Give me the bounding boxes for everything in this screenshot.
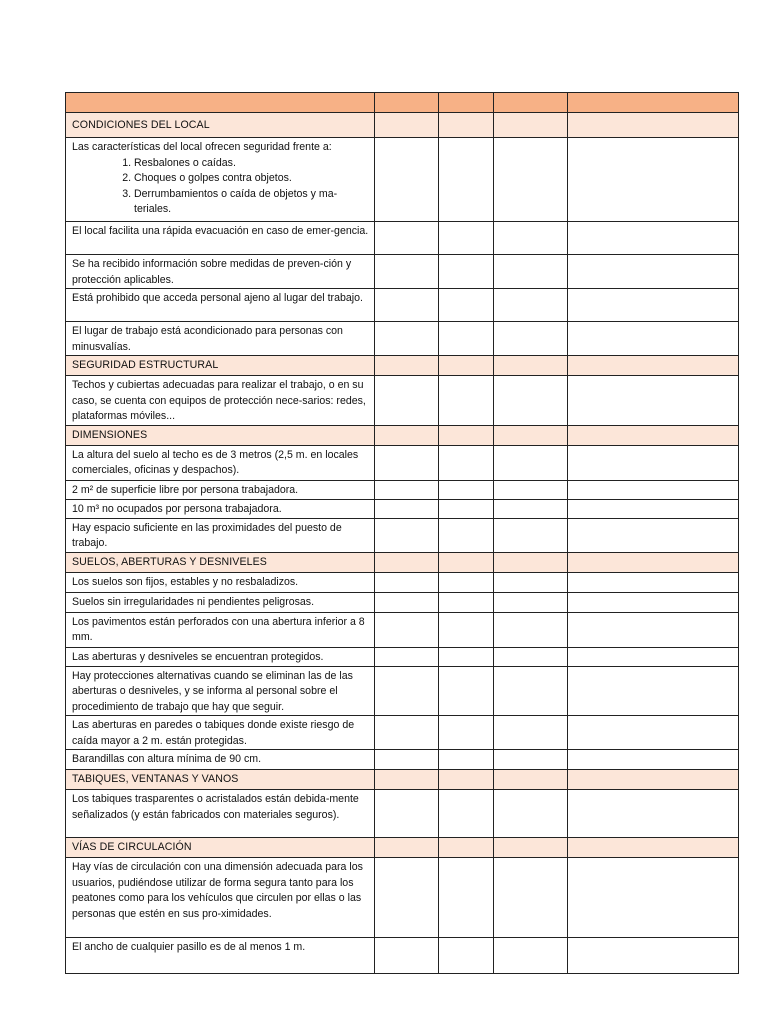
check-cell[interactable] bbox=[375, 572, 439, 592]
section-title-text: VÍAS DE CIRCULACIÓN bbox=[72, 841, 192, 854]
row-label-cell bbox=[66, 255, 375, 289]
section-title bbox=[66, 113, 375, 138]
check-cell[interactable] bbox=[494, 612, 568, 647]
section-title bbox=[66, 552, 375, 572]
section-blank-cell bbox=[439, 425, 494, 445]
section-blank-cell bbox=[439, 838, 494, 858]
row-label: Barandillas con altura mínima de 90 cm. bbox=[72, 753, 262, 765]
check-cell[interactable] bbox=[439, 138, 494, 222]
check-cell[interactable] bbox=[494, 790, 568, 838]
row-label: 2 m² de superficie libre por persona trabajadora. bbox=[72, 483, 299, 496]
check-cell[interactable] bbox=[494, 572, 568, 592]
check-cell[interactable] bbox=[375, 716, 439, 750]
check-cell[interactable] bbox=[568, 666, 739, 716]
section-blank-cell bbox=[494, 838, 568, 858]
row-label: Los pavimentos están perforados con una abertura inferior a 8 mm. bbox=[72, 615, 365, 643]
check-cell[interactable] bbox=[375, 858, 439, 938]
checklist-body bbox=[66, 93, 739, 974]
check-cell[interactable] bbox=[494, 289, 568, 322]
check-cell[interactable] bbox=[494, 322, 568, 356]
checklist-row bbox=[66, 289, 739, 322]
check-cell[interactable] bbox=[494, 518, 568, 552]
check-cell[interactable] bbox=[568, 858, 739, 938]
row-label: Hay espacio suficiente en las proximidades del puesto de trabajo. bbox=[72, 521, 342, 549]
check-cell[interactable] bbox=[494, 647, 568, 666]
row-label-cell bbox=[66, 222, 375, 255]
checklist-row bbox=[66, 518, 739, 552]
check-cell[interactable] bbox=[568, 499, 739, 518]
checklist-row bbox=[66, 255, 739, 289]
section-blank-cell bbox=[568, 770, 739, 790]
section-blank-cell bbox=[375, 425, 439, 445]
row-label-cell bbox=[66, 750, 375, 770]
row-label-cell bbox=[66, 647, 375, 666]
check-cell[interactable] bbox=[439, 499, 494, 518]
check-cell[interactable] bbox=[375, 666, 439, 716]
row-label-cell bbox=[66, 938, 375, 974]
section-blank-cell bbox=[375, 552, 439, 572]
section-blank-cell bbox=[494, 356, 568, 376]
checklist-row bbox=[66, 790, 739, 838]
check-cell[interactable] bbox=[568, 592, 739, 612]
checklist-table bbox=[65, 92, 739, 974]
check-cell[interactable] bbox=[494, 138, 568, 222]
check-cell[interactable] bbox=[494, 592, 568, 612]
section-title bbox=[66, 838, 375, 858]
hazard-list-item: 2. Choques o golpes contra objetos. bbox=[134, 171, 371, 187]
check-cell[interactable] bbox=[568, 480, 739, 499]
check-cell[interactable] bbox=[494, 376, 568, 426]
row-label-cell bbox=[66, 858, 375, 938]
row-label-cell bbox=[66, 790, 375, 838]
checklist-row bbox=[66, 499, 739, 518]
row-label-cell bbox=[66, 289, 375, 322]
check-cell[interactable] bbox=[439, 612, 494, 647]
row-label-cell bbox=[66, 666, 375, 716]
row-label-cell bbox=[66, 376, 375, 426]
row-label: Los suelos son fijos, estables y no resbaladizos. bbox=[72, 575, 299, 588]
check-cell[interactable] bbox=[494, 480, 568, 499]
checklist-row bbox=[66, 666, 739, 716]
check-cell[interactable] bbox=[439, 716, 494, 750]
check-cell[interactable] bbox=[439, 445, 494, 480]
check-cell[interactable] bbox=[439, 858, 494, 938]
check-cell[interactable] bbox=[568, 518, 739, 552]
check-cell[interactable] bbox=[568, 938, 739, 974]
section-title bbox=[66, 770, 375, 790]
check-cell[interactable] bbox=[568, 255, 739, 289]
checklist-row bbox=[66, 480, 739, 499]
check-cell[interactable] bbox=[494, 499, 568, 518]
check-cell[interactable] bbox=[494, 858, 568, 938]
section-row bbox=[66, 838, 739, 858]
checklist-row bbox=[66, 222, 739, 255]
check-cell[interactable] bbox=[568, 612, 739, 647]
section-blank-cell bbox=[494, 552, 568, 572]
row-label-cell bbox=[66, 499, 375, 518]
checklist-row bbox=[66, 716, 739, 750]
row-label-cell bbox=[66, 445, 375, 480]
header-cell bbox=[439, 93, 494, 113]
check-cell[interactable] bbox=[439, 376, 494, 426]
check-cell[interactable] bbox=[375, 255, 439, 289]
row-label: 10 m³ no ocupados por persona trabajadora. bbox=[72, 502, 282, 515]
checklist-row bbox=[66, 647, 739, 666]
check-cell[interactable] bbox=[439, 592, 494, 612]
section-row bbox=[66, 552, 739, 572]
row-label-cell bbox=[66, 572, 375, 592]
header-cell bbox=[66, 93, 375, 113]
checklist-row bbox=[66, 445, 739, 480]
row-label: Suelos sin irregularidades ni pendientes peligrosas. bbox=[72, 595, 315, 608]
row-label-cell bbox=[66, 322, 375, 356]
check-cell[interactable] bbox=[494, 750, 568, 770]
check-cell[interactable] bbox=[439, 750, 494, 770]
section-title bbox=[66, 425, 375, 445]
section-title bbox=[66, 356, 375, 376]
row-label: El ancho de cualquier pasillo es de al menos 1 m. bbox=[72, 941, 306, 953]
section-blank-cell bbox=[439, 356, 494, 376]
row-label: Está prohibido que acceda personal ajeno al lugar del trabajo. bbox=[72, 292, 363, 304]
check-cell[interactable] bbox=[439, 518, 494, 552]
header-cell bbox=[568, 93, 739, 113]
check-cell[interactable] bbox=[494, 255, 568, 289]
row-label-cell bbox=[66, 612, 375, 647]
check-cell[interactable] bbox=[375, 750, 439, 770]
check-cell[interactable] bbox=[375, 612, 439, 647]
check-cell[interactable] bbox=[439, 572, 494, 592]
section-blank-cell bbox=[568, 838, 739, 858]
hazard-list bbox=[72, 156, 371, 218]
checklist-row bbox=[66, 750, 739, 770]
checklist-row bbox=[66, 592, 739, 612]
check-cell[interactable] bbox=[375, 499, 439, 518]
check-cell[interactable] bbox=[568, 750, 739, 770]
check-cell[interactable] bbox=[439, 647, 494, 666]
row-label: Las características del local ofrecen seguridad frente a: bbox=[72, 141, 332, 153]
section-blank-cell bbox=[494, 425, 568, 445]
row-label: Los tabiques trasparentes o acristalados están debida-mente señalizados (y están fabricados con materiales seguros). bbox=[72, 793, 359, 821]
header-cell bbox=[375, 93, 439, 113]
check-cell[interactable] bbox=[568, 445, 739, 480]
row-label: Techos y cubiertas adecuadas para realizar el trabajo, o en su caso, se cuenta con equipos de protección nece-sarios: redes, plataformas móviles... bbox=[72, 379, 366, 422]
checklist-row bbox=[66, 612, 739, 647]
section-blank-cell bbox=[439, 552, 494, 572]
section-blank-cell bbox=[439, 770, 494, 790]
section-blank-cell bbox=[568, 356, 739, 376]
checklist-row bbox=[66, 938, 739, 974]
section-blank-cell bbox=[375, 838, 439, 858]
check-cell[interactable] bbox=[494, 222, 568, 255]
check-cell[interactable] bbox=[568, 376, 739, 426]
row-label: Se ha recibido información sobre medidas de preven-ción y protección aplicables. bbox=[72, 258, 352, 286]
section-blank-cell bbox=[568, 425, 739, 445]
section-blank-cell bbox=[375, 770, 439, 790]
check-cell[interactable] bbox=[494, 445, 568, 480]
row-label-cell bbox=[66, 716, 375, 750]
section-row bbox=[66, 770, 739, 790]
section-row bbox=[66, 425, 739, 445]
section-row bbox=[66, 113, 739, 138]
section-blank-cell bbox=[568, 113, 739, 138]
check-cell[interactable] bbox=[439, 666, 494, 716]
section-title-text: CONDICIONES DEL LOCAL bbox=[72, 118, 210, 131]
check-cell[interactable] bbox=[375, 222, 439, 255]
section-blank-cell bbox=[375, 113, 439, 138]
checklist-row bbox=[66, 572, 739, 592]
check-cell[interactable] bbox=[568, 322, 739, 356]
check-cell[interactable] bbox=[568, 716, 739, 750]
hazard-list-item: 1. Resbalones o caídas. bbox=[134, 156, 371, 172]
checklist-row bbox=[66, 322, 739, 356]
row-label: El local facilita una rápida evacuación en caso de emer-gencia. bbox=[72, 225, 369, 237]
check-cell[interactable] bbox=[375, 289, 439, 322]
check-cell[interactable] bbox=[439, 790, 494, 838]
section-blank-cell bbox=[439, 113, 494, 138]
check-cell[interactable] bbox=[375, 518, 439, 552]
check-cell[interactable] bbox=[568, 790, 739, 838]
section-title-text: SEGURIDAD ESTRUCTURAL bbox=[72, 359, 219, 372]
section-title-text: TABIQUES, VENTANAS Y VANOS bbox=[72, 773, 239, 786]
check-cell[interactable] bbox=[375, 592, 439, 612]
check-cell[interactable] bbox=[375, 138, 439, 222]
section-row bbox=[66, 356, 739, 376]
section-blank-cell bbox=[494, 113, 568, 138]
section-blank-cell bbox=[568, 552, 739, 572]
row-label: Las aberturas y desniveles se encuentran protegidos. bbox=[72, 650, 324, 663]
check-cell[interactable] bbox=[375, 322, 439, 356]
check-cell[interactable] bbox=[568, 647, 739, 666]
checklist-row bbox=[66, 138, 739, 222]
row-label-cell bbox=[66, 480, 375, 499]
check-cell[interactable] bbox=[439, 480, 494, 499]
check-cell[interactable] bbox=[375, 790, 439, 838]
check-cell[interactable] bbox=[568, 222, 739, 255]
check-cell[interactable] bbox=[439, 222, 494, 255]
row-label-cell bbox=[66, 138, 375, 222]
check-cell[interactable] bbox=[375, 445, 439, 480]
checklist-row bbox=[66, 376, 739, 426]
check-cell[interactable] bbox=[439, 289, 494, 322]
check-cell[interactable] bbox=[568, 138, 739, 222]
check-cell[interactable] bbox=[494, 666, 568, 716]
check-cell[interactable] bbox=[494, 938, 568, 974]
header-cell bbox=[494, 93, 568, 113]
header-row bbox=[66, 93, 739, 113]
row-label: Las aberturas en paredes o tabiques donde existe riesgo de caída mayor a 2 m. están protegidas. bbox=[72, 719, 355, 747]
row-label: Hay vías de circulación con una dimensión adecuada para los usuarios, pudiéndose utilizar de forma segura tanto para los peatones como para los vehículos que circulen por ellas o las personas que estén en sus pro-ximidades. bbox=[72, 861, 363, 920]
section-blank-cell bbox=[375, 356, 439, 376]
checklist-row bbox=[66, 858, 739, 938]
section-title-text: SUELOS, ABERTURAS Y DESNIVELES bbox=[72, 555, 267, 568]
row-label: La altura del suelo al techo es de 3 metros (2,5 m. en locales comerciales, oficinas y despachos). bbox=[72, 448, 359, 476]
check-cell[interactable] bbox=[375, 376, 439, 426]
check-cell[interactable] bbox=[375, 647, 439, 666]
row-label-cell bbox=[66, 592, 375, 612]
check-cell[interactable] bbox=[439, 255, 494, 289]
section-title-text: DIMENSIONES bbox=[72, 428, 148, 441]
row-label: Hay protecciones alternativas cuando se eliminan las de las aberturas o desniveles, y se informa al personal sobre el procedimiento de trabajo que hay que seguir. bbox=[72, 669, 353, 713]
check-cell[interactable] bbox=[568, 289, 739, 322]
section-blank-cell bbox=[494, 770, 568, 790]
check-cell[interactable] bbox=[494, 716, 568, 750]
check-cell[interactable] bbox=[439, 322, 494, 356]
hazard-list-item: 3. Derrumbamientos o caída de objetos y ma-teriales. bbox=[134, 187, 371, 218]
check-cell[interactable] bbox=[375, 480, 439, 499]
row-label-cell bbox=[66, 518, 375, 552]
check-cell[interactable] bbox=[439, 938, 494, 974]
check-cell[interactable] bbox=[568, 572, 739, 592]
row-label: El lugar de trabajo está acondicionado para personas con minusvalías. bbox=[72, 325, 343, 353]
check-cell[interactable] bbox=[375, 938, 439, 974]
